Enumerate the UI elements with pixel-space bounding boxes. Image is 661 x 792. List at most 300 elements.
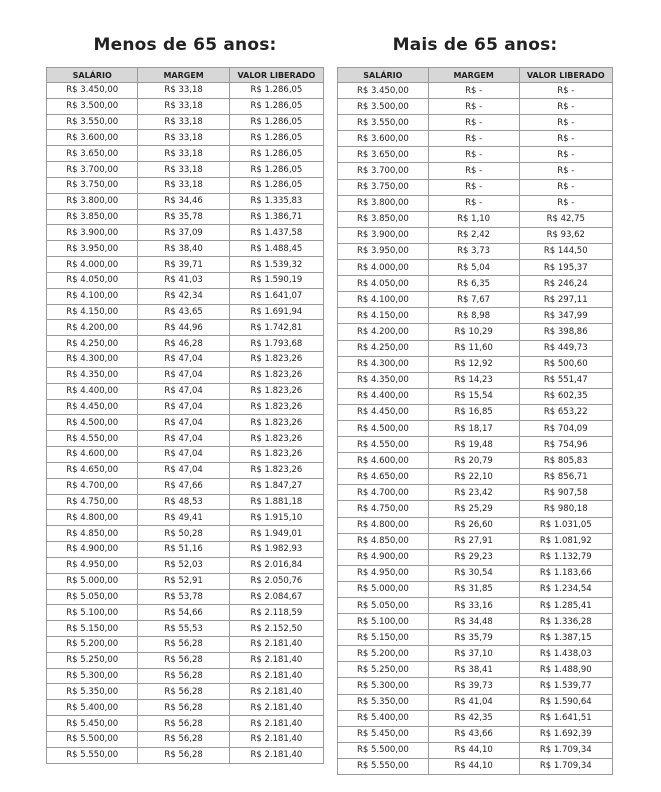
cell-margem: R$ 44,10: [428, 758, 519, 774]
section-title: Mais de 65 anos:: [392, 35, 558, 55]
cell-valor-liberado: R$ 1.488,45: [229, 241, 323, 257]
cell-valor-liberado: R$ -: [519, 147, 613, 163]
cell-valor-liberado: R$ 551,47: [519, 372, 613, 388]
cell-margem: R$ 3,73: [428, 243, 519, 259]
table-row: [338, 581, 613, 597]
cell-salario: R$ 4.550,00: [47, 431, 138, 447]
cell-valor-liberado: R$ 2.181,40: [229, 731, 323, 747]
table-row: [338, 726, 613, 742]
table-row: [47, 557, 324, 573]
cell-valor-liberado: R$ 1.438,03: [519, 646, 613, 662]
cell-margem: R$ 47,04: [138, 462, 229, 478]
table-row: [47, 747, 324, 763]
cell-valor-liberado: R$ 246,24: [519, 276, 613, 292]
cell-salario: R$ 4.250,00: [338, 340, 429, 356]
cell-margem: R$ 44,96: [138, 320, 229, 336]
cell-margem: R$ 42,34: [138, 288, 229, 304]
table-row: [338, 549, 613, 565]
cell-margem: R$ -: [428, 179, 519, 195]
cell-valor-liberado: R$ 1.793,68: [229, 336, 323, 352]
cell-margem: R$ 56,28: [138, 668, 229, 684]
cell-margem: R$ 34,48: [428, 614, 519, 630]
cell-salario: R$ 4.900,00: [47, 542, 138, 558]
table-row: [47, 130, 324, 146]
cell-salario: R$ 4.000,00: [47, 257, 138, 273]
table-under-65: [46, 67, 324, 764]
cell-salario: R$ 4.600,00: [47, 447, 138, 463]
cell-valor-liberado: R$ 1.335,83: [229, 193, 323, 209]
cell-margem: R$ 33,18: [138, 83, 229, 99]
header-salario: SALÁRIO: [338, 68, 429, 83]
cell-salario: R$ 3.700,00: [338, 163, 429, 179]
table-row: [47, 304, 324, 320]
table-row: [338, 163, 613, 179]
cell-margem: R$ 56,28: [138, 700, 229, 716]
cell-valor-liberado: R$ 1.641,51: [519, 710, 613, 726]
cell-salario: R$ 5.300,00: [47, 668, 138, 684]
cell-valor-liberado: R$ 2.181,40: [229, 636, 323, 652]
cell-salario: R$ 3.700,00: [47, 162, 138, 178]
table-row: [338, 742, 613, 758]
table-body: [47, 83, 324, 764]
cell-margem: R$ 56,28: [138, 636, 229, 652]
cell-valor-liberado: R$ 856,71: [519, 469, 613, 485]
cell-valor-liberado: R$ 2.118,59: [229, 605, 323, 621]
cell-margem: R$ 39,71: [138, 257, 229, 273]
cell-margem: R$ 33,18: [138, 130, 229, 146]
section-title: Menos de 65 anos:: [93, 35, 277, 55]
table-row: [338, 533, 613, 549]
cell-valor-liberado: R$ -: [519, 179, 613, 195]
table-row: [338, 99, 613, 115]
cell-valor-liberado: R$ 2.152,50: [229, 621, 323, 637]
cell-salario: R$ 4.800,00: [47, 510, 138, 526]
table-row: [47, 336, 324, 352]
table-row: [47, 415, 324, 431]
cell-margem: R$ 23,42: [428, 485, 519, 501]
cell-salario: R$ 4.500,00: [47, 415, 138, 431]
cell-valor-liberado: R$ 602,35: [519, 388, 613, 404]
cell-valor-liberado: R$ 1.823,26: [229, 431, 323, 447]
cell-valor-liberado: R$ 1.286,05: [229, 130, 323, 146]
cell-salario: R$ 4.700,00: [47, 478, 138, 494]
table-row: [47, 272, 324, 288]
table-row: [338, 614, 613, 630]
cell-margem: R$ 50,28: [138, 526, 229, 542]
cell-salario: R$ 5.350,00: [47, 684, 138, 700]
table-row: [47, 367, 324, 383]
table-row: [47, 447, 324, 463]
table-header-row: [338, 68, 613, 83]
cell-margem: R$ 56,28: [138, 716, 229, 732]
cell-margem: R$ 33,18: [138, 162, 229, 178]
table-row: [338, 211, 613, 227]
cell-salario: R$ 4.850,00: [338, 533, 429, 549]
cell-salario: R$ 4.750,00: [338, 501, 429, 517]
cell-salario: R$ 3.650,00: [47, 146, 138, 162]
cell-margem: R$ 8,98: [428, 308, 519, 324]
table-row: [338, 388, 613, 404]
cell-valor-liberado: R$ 2.181,40: [229, 652, 323, 668]
cell-salario: R$ 5.000,00: [338, 581, 429, 597]
cell-valor-liberado: R$ 42,75: [519, 211, 613, 227]
cell-salario: R$ 4.900,00: [338, 549, 429, 565]
cell-margem: R$ 37,10: [428, 646, 519, 662]
cell-valor-liberado: R$ 1.183,66: [519, 565, 613, 581]
table-row: [47, 526, 324, 542]
table-row: [338, 356, 613, 372]
cell-margem: R$ 38,41: [428, 662, 519, 678]
cell-margem: R$ 27,91: [428, 533, 519, 549]
cell-salario: R$ 4.950,00: [338, 565, 429, 581]
cell-salario: R$ 4.100,00: [47, 288, 138, 304]
cell-valor-liberado: R$ 1.823,26: [229, 462, 323, 478]
cell-valor-liberado: R$ 907,58: [519, 485, 613, 501]
cell-salario: R$ 5.050,00: [47, 589, 138, 605]
cell-valor-liberado: R$ 980,18: [519, 501, 613, 517]
cell-margem: R$ 56,28: [138, 731, 229, 747]
cell-salario: R$ 4.700,00: [338, 485, 429, 501]
cell-margem: R$ 47,04: [138, 447, 229, 463]
cell-margem: R$ 35,78: [138, 209, 229, 225]
cell-valor-liberado: R$ 347,99: [519, 308, 613, 324]
cell-margem: R$ 37,09: [138, 225, 229, 241]
table-row: [338, 292, 613, 308]
cell-valor-liberado: R$ 754,96: [519, 437, 613, 453]
cell-margem: R$ 42,35: [428, 710, 519, 726]
cell-margem: R$ 43,66: [428, 726, 519, 742]
cell-salario: R$ 4.050,00: [338, 276, 429, 292]
cell-salario: R$ 4.500,00: [338, 420, 429, 436]
cell-valor-liberado: R$ 1.031,05: [519, 517, 613, 533]
cell-margem: R$ 33,18: [138, 98, 229, 114]
cell-salario: R$ 3.450,00: [47, 83, 138, 99]
cell-valor-liberado: R$ 1.881,18: [229, 494, 323, 510]
cell-salario: R$ 5.000,00: [47, 573, 138, 589]
table-row: [47, 98, 324, 114]
cell-valor-liberado: R$ 1.847,27: [229, 478, 323, 494]
table-row: [338, 565, 613, 581]
cell-margem: R$ 49,41: [138, 510, 229, 526]
cell-margem: R$ 54,66: [138, 605, 229, 621]
cell-salario: R$ 4.600,00: [338, 453, 429, 469]
table-row: [47, 494, 324, 510]
cell-valor-liberado: R$ 144,50: [519, 243, 613, 259]
cell-margem: R$ -: [428, 147, 519, 163]
table-row: [338, 179, 613, 195]
cell-valor-liberado: R$ -: [519, 163, 613, 179]
cell-margem: R$ 33,18: [138, 177, 229, 193]
table-row: [47, 320, 324, 336]
cell-valor-liberado: R$ 1.286,05: [229, 98, 323, 114]
cell-margem: R$ 5,04: [428, 260, 519, 276]
cell-margem: R$ 31,85: [428, 581, 519, 597]
cell-salario: R$ 4.850,00: [47, 526, 138, 542]
table-row: [338, 662, 613, 678]
table-row: [47, 383, 324, 399]
cell-salario: R$ 3.550,00: [47, 114, 138, 130]
cell-valor-liberado: R$ 1.823,26: [229, 415, 323, 431]
cell-valor-liberado: R$ 1.982,93: [229, 542, 323, 558]
table-row: [338, 404, 613, 420]
table-row: [47, 573, 324, 589]
cell-valor-liberado: R$ 1.286,05: [229, 146, 323, 162]
cell-margem: R$ 47,04: [138, 367, 229, 383]
cell-margem: R$ 20,79: [428, 453, 519, 469]
cell-margem: R$ 10,29: [428, 324, 519, 340]
cell-margem: R$ 56,28: [138, 747, 229, 763]
cell-valor-liberado: R$ 1.286,05: [229, 162, 323, 178]
cell-valor-liberado: R$ 1.286,05: [229, 177, 323, 193]
cell-valor-liberado: R$ 2.181,40: [229, 747, 323, 763]
table-row: [47, 114, 324, 130]
cell-salario: R$ 3.500,00: [47, 98, 138, 114]
cell-margem: R$ 12,92: [428, 356, 519, 372]
table-row: [338, 598, 613, 614]
cell-valor-liberado: R$ 93,62: [519, 227, 613, 243]
table-row: [338, 420, 613, 436]
cell-salario: R$ 5.450,00: [338, 726, 429, 742]
cell-valor-liberado: R$ 1.539,32: [229, 257, 323, 273]
cell-margem: R$ 56,28: [138, 652, 229, 668]
cell-salario: R$ 3.950,00: [338, 243, 429, 259]
cell-salario: R$ 3.600,00: [338, 131, 429, 147]
cell-salario: R$ 3.850,00: [338, 211, 429, 227]
cell-valor-liberado: R$ 653,22: [519, 404, 613, 420]
cell-margem: R$ 34,46: [138, 193, 229, 209]
cell-margem: R$ 7,67: [428, 292, 519, 308]
cell-salario: R$ 5.250,00: [47, 652, 138, 668]
cell-valor-liberado: R$ 1.823,26: [229, 383, 323, 399]
table-row: [47, 288, 324, 304]
cell-margem: R$ 14,23: [428, 372, 519, 388]
table-row: [47, 399, 324, 415]
cell-margem: R$ 43,65: [138, 304, 229, 320]
table-row: [47, 700, 324, 716]
table-row: [338, 678, 613, 694]
cell-valor-liberado: R$ -: [519, 131, 613, 147]
cell-salario: R$ 3.900,00: [338, 227, 429, 243]
table-row: [338, 276, 613, 292]
table-row: [47, 716, 324, 732]
cell-salario: R$ 4.650,00: [338, 469, 429, 485]
cell-margem: R$ 47,04: [138, 383, 229, 399]
header-valor-liberado: VALOR LIBERADO: [519, 68, 613, 83]
cell-margem: R$ 33,16: [428, 598, 519, 614]
table-row: [47, 731, 324, 747]
cell-valor-liberado: R$ 1.234,54: [519, 581, 613, 597]
table-row: [47, 241, 324, 257]
cell-margem: R$ 33,18: [138, 146, 229, 162]
table-row: [338, 147, 613, 163]
cell-margem: R$ 1,10: [428, 211, 519, 227]
cell-valor-liberado: R$ 1.081,92: [519, 533, 613, 549]
cell-valor-liberado: R$ 1.915,10: [229, 510, 323, 526]
cell-salario: R$ 4.200,00: [47, 320, 138, 336]
cell-salario: R$ 5.400,00: [338, 710, 429, 726]
cell-salario: R$ 3.500,00: [338, 99, 429, 115]
cell-valor-liberado: R$ 1.286,05: [229, 114, 323, 130]
cell-salario: R$ 4.150,00: [47, 304, 138, 320]
cell-margem: R$ 25,29: [428, 501, 519, 517]
table-row: [338, 758, 613, 774]
table-row: [338, 340, 613, 356]
table-row: [47, 510, 324, 526]
cell-valor-liberado: R$ 1.132,79: [519, 549, 613, 565]
table-row: [338, 630, 613, 646]
cell-salario: R$ 3.550,00: [338, 115, 429, 131]
cell-margem: R$ 22,10: [428, 469, 519, 485]
cell-valor-liberado: R$ 2.181,40: [229, 716, 323, 732]
cell-margem: R$ -: [428, 163, 519, 179]
cell-margem: R$ -: [428, 195, 519, 211]
table-over-65: [337, 67, 613, 775]
cell-salario: R$ 3.450,00: [338, 83, 429, 99]
cell-salario: R$ 3.650,00: [338, 147, 429, 163]
table-row: [338, 260, 613, 276]
cell-margem: R$ 2,42: [428, 227, 519, 243]
cell-valor-liberado: R$ 500,60: [519, 356, 613, 372]
cell-valor-liberado: R$ 1.823,26: [229, 399, 323, 415]
table-row: [47, 478, 324, 494]
cell-salario: R$ 4.400,00: [338, 388, 429, 404]
cell-margem: R$ 56,28: [138, 684, 229, 700]
table-row: [47, 589, 324, 605]
cell-margem: R$ 11,60: [428, 340, 519, 356]
cell-salario: R$ 4.800,00: [338, 517, 429, 533]
table-row: [338, 308, 613, 324]
cell-margem: R$ 47,04: [138, 415, 229, 431]
cell-margem: R$ 52,91: [138, 573, 229, 589]
cell-valor-liberado: R$ 398,86: [519, 324, 613, 340]
cell-salario: R$ 4.000,00: [338, 260, 429, 276]
cell-valor-liberado: R$ 2.050,76: [229, 573, 323, 589]
table-row: [47, 162, 324, 178]
cell-margem: R$ 39,73: [428, 678, 519, 694]
cell-valor-liberado: R$ 1.286,05: [229, 83, 323, 99]
cell-valor-liberado: R$ 2.181,40: [229, 668, 323, 684]
cell-margem: R$ 15,54: [428, 388, 519, 404]
table-row: [338, 227, 613, 243]
cell-margem: R$ -: [428, 115, 519, 131]
table-row: [338, 243, 613, 259]
cell-salario: R$ 4.300,00: [47, 352, 138, 368]
cell-valor-liberado: R$ 2.016,84: [229, 557, 323, 573]
table-header-row: [47, 68, 324, 83]
cell-valor-liberado: R$ 2.181,40: [229, 684, 323, 700]
table-row: [338, 694, 613, 710]
cell-valor-liberado: R$ 1.285,41: [519, 598, 613, 614]
cell-valor-liberado: R$ 195,37: [519, 260, 613, 276]
cell-valor-liberado: R$ -: [519, 83, 613, 99]
table-row: [338, 195, 613, 211]
cell-salario: R$ 4.350,00: [338, 372, 429, 388]
table-row: [47, 542, 324, 558]
table-row: [338, 517, 613, 533]
table-row: [47, 352, 324, 368]
cell-salario: R$ 5.250,00: [338, 662, 429, 678]
table-row: [338, 646, 613, 662]
table-row: [338, 453, 613, 469]
header-margem: MARGEM: [428, 68, 519, 83]
cell-salario: R$ 4.150,00: [338, 308, 429, 324]
cell-valor-liberado: R$ -: [519, 115, 613, 131]
cell-valor-liberado: R$ 1.336,28: [519, 614, 613, 630]
cell-salario: R$ 4.450,00: [47, 399, 138, 415]
table-row: [47, 193, 324, 209]
cell-valor-liberado: R$ -: [519, 99, 613, 115]
cell-salario: R$ 5.450,00: [47, 716, 138, 732]
cell-valor-liberado: R$ 1.488,90: [519, 662, 613, 678]
cell-salario: R$ 5.500,00: [47, 731, 138, 747]
cell-margem: R$ 55,53: [138, 621, 229, 637]
cell-salario: R$ 5.150,00: [338, 630, 429, 646]
cell-valor-liberado: R$ 449,73: [519, 340, 613, 356]
cell-salario: R$ 5.500,00: [338, 742, 429, 758]
cell-valor-liberado: R$ 2.181,40: [229, 700, 323, 716]
cell-salario: R$ 5.100,00: [47, 605, 138, 621]
cell-valor-liberado: R$ 805,83: [519, 453, 613, 469]
cell-salario: R$ 5.200,00: [47, 636, 138, 652]
cell-valor-liberado: R$ 1.823,26: [229, 352, 323, 368]
cell-valor-liberado: R$ 1.709,34: [519, 742, 613, 758]
cell-margem: R$ -: [428, 99, 519, 115]
cell-salario: R$ 4.550,00: [338, 437, 429, 453]
cell-valor-liberado: R$ 1.386,71: [229, 209, 323, 225]
cell-valor-liberado: R$ 1.590,19: [229, 272, 323, 288]
header-valor-liberado: VALOR LIBERADO: [229, 68, 323, 83]
table-row: [338, 372, 613, 388]
table-row: [47, 257, 324, 273]
cell-salario: R$ 3.850,00: [47, 209, 138, 225]
cell-margem: R$ 47,04: [138, 399, 229, 415]
table-row: [47, 209, 324, 225]
cell-valor-liberado: R$ 1.641,07: [229, 288, 323, 304]
cell-margem: R$ 26,60: [428, 517, 519, 533]
cell-salario: R$ 4.400,00: [47, 383, 138, 399]
cell-salario: R$ 4.450,00: [338, 404, 429, 420]
table-row: [47, 668, 324, 684]
cell-salario: R$ 4.350,00: [47, 367, 138, 383]
cell-salario: R$ 5.550,00: [47, 747, 138, 763]
header-margem: MARGEM: [138, 68, 229, 83]
cell-valor-liberado: R$ 2.084,67: [229, 589, 323, 605]
table-row: [47, 225, 324, 241]
cell-salario: R$ 3.800,00: [47, 193, 138, 209]
table-row: [47, 431, 324, 447]
table-row: [47, 83, 324, 99]
cell-salario: R$ 5.400,00: [47, 700, 138, 716]
cell-margem: R$ 19,48: [428, 437, 519, 453]
cell-valor-liberado: R$ 1.539,77: [519, 678, 613, 694]
cell-margem: R$ 46,28: [138, 336, 229, 352]
cell-margem: R$ 53,78: [138, 589, 229, 605]
cell-margem: R$ -: [428, 83, 519, 99]
cell-margem: R$ 41,04: [428, 694, 519, 710]
table-row: [47, 146, 324, 162]
cell-valor-liberado: R$ 1.823,26: [229, 367, 323, 383]
table-row: [338, 324, 613, 340]
cell-salario: R$ 3.900,00: [47, 225, 138, 241]
cell-salario: R$ 4.200,00: [338, 324, 429, 340]
cell-valor-liberado: R$ 1.742,81: [229, 320, 323, 336]
cell-salario: R$ 5.150,00: [47, 621, 138, 637]
cell-valor-liberado: R$ 1.949,01: [229, 526, 323, 542]
cell-margem: R$ 18,17: [428, 420, 519, 436]
table-row: [338, 115, 613, 131]
cell-valor-liberado: R$ -: [519, 195, 613, 211]
cell-salario: R$ 5.100,00: [338, 614, 429, 630]
